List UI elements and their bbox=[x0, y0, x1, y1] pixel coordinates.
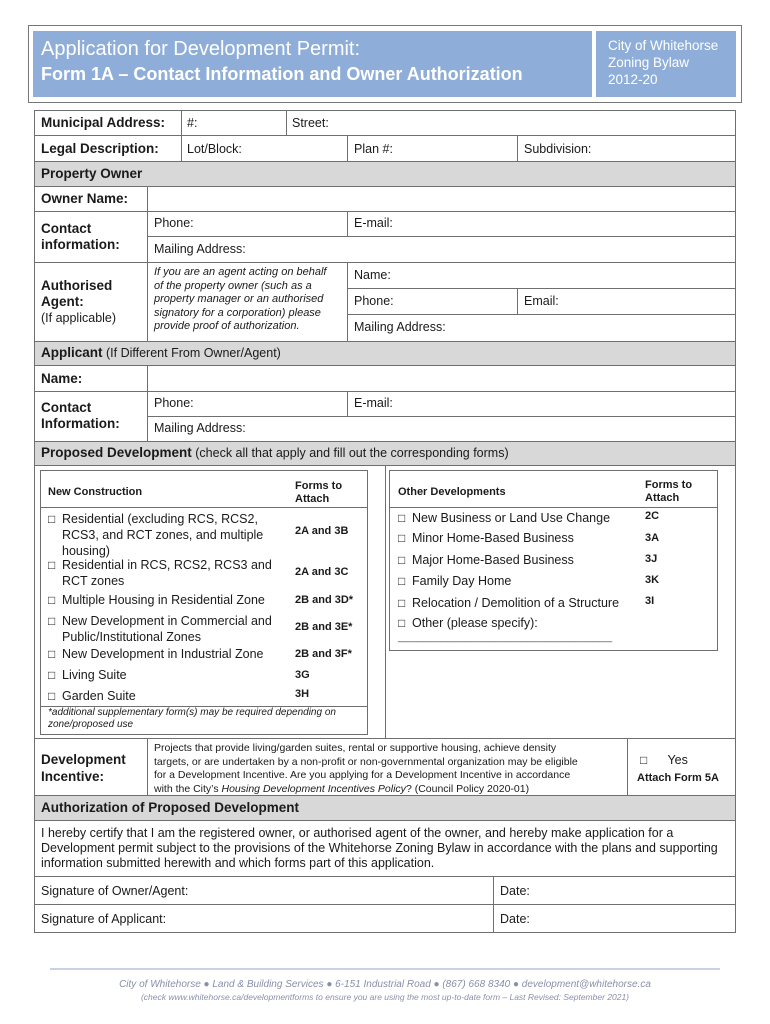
owner-name-field[interactable]: Owner Name: bbox=[41, 191, 129, 206]
rule bbox=[717, 470, 718, 651]
agent-note-line: provide proof of authorization. bbox=[154, 320, 300, 332]
option-label: RCT zones bbox=[62, 574, 125, 588]
agent-note bbox=[154, 266, 326, 334]
rule bbox=[147, 236, 736, 237]
rule bbox=[347, 262, 348, 341]
form-code: 3A bbox=[645, 532, 660, 544]
plan-number-field[interactable]: Plan #: bbox=[354, 142, 393, 156]
lot-block-field[interactable]: Lot/Block: bbox=[187, 142, 242, 156]
option-label: RCS3, and RCT zones, and multiple bbox=[62, 528, 264, 542]
rule bbox=[40, 470, 368, 471]
incentive-label-1: Development bbox=[41, 752, 126, 767]
contact-label-line-2: information: bbox=[41, 237, 120, 252]
rule bbox=[389, 470, 390, 651]
street-field[interactable]: Street: bbox=[292, 116, 329, 130]
form-code: 3G bbox=[295, 669, 310, 681]
applicant-name-field[interactable]: Name: bbox=[41, 371, 83, 386]
applicant-contact-label-2: Information: bbox=[41, 416, 120, 431]
rule bbox=[34, 738, 736, 739]
rule bbox=[517, 288, 518, 314]
applicant-email-field[interactable]: E-mail: bbox=[354, 396, 393, 410]
rule bbox=[385, 465, 386, 738]
checkbox-icon[interactable]: □ bbox=[48, 558, 56, 572]
authorization-line: Development permit subject to the provisions of the Whitehorse Zoning Bylaw in accordance with the plans and supporting bbox=[41, 841, 718, 855]
footnote-line: zone/proposed use bbox=[48, 719, 134, 730]
forms-header-line: Attach bbox=[645, 492, 680, 504]
yes-label: Yes bbox=[667, 753, 688, 767]
option-label: Living Suite bbox=[62, 668, 127, 682]
proposed-development-title: Proposed Development bbox=[41, 445, 192, 460]
contact-label-line-1: Contact bbox=[41, 221, 92, 236]
incentive-line bbox=[154, 783, 578, 797]
forms-header-left bbox=[295, 480, 342, 506]
rule bbox=[34, 135, 736, 136]
footer-divider bbox=[50, 968, 720, 970]
footnote bbox=[48, 707, 336, 731]
form-code: 3K bbox=[645, 574, 660, 586]
owner-mailing-address-field[interactable]: Mailing Address: bbox=[154, 242, 246, 256]
incentive-yes-option[interactable] bbox=[640, 753, 688, 767]
new-construction-header: New Construction bbox=[48, 486, 143, 498]
footer-contact: City of Whitehorse ● Land & Building Services ● 6-151 Industrial Road ● (867) 668 8340 ● development@whitehorse.ca bbox=[119, 979, 651, 990]
rule bbox=[286, 110, 287, 135]
option-label: Family Day Home bbox=[412, 574, 512, 588]
agent-note-line: If you are an agent acting on behalf bbox=[154, 266, 327, 278]
rule bbox=[389, 507, 718, 508]
option-label: Garden Suite bbox=[62, 689, 136, 703]
applicant-date-field[interactable]: Date: bbox=[500, 912, 530, 926]
form-title: Application for Development Permit: bbox=[41, 38, 361, 60]
footer-revision: (check www.whitehorse.ca/developmentforms to ensure you are using the most up-to-date form – Last Revised: September 2021) bbox=[140, 992, 630, 1002]
form-code: 2A and 3C bbox=[295, 566, 349, 578]
option-label: Minor Home-Based Business bbox=[412, 531, 574, 545]
bylaw-line-2: Zoning Bylaw bbox=[608, 55, 690, 70]
table-right-border bbox=[735, 110, 736, 932]
rule bbox=[34, 904, 736, 905]
proposed-development-note: (check all that apply and fill out the corresponding forms) bbox=[195, 446, 509, 460]
form-code: 2B and 3F* bbox=[295, 648, 352, 660]
form-subtitle: Form 1A – Contact Information and Owner Authorization bbox=[41, 64, 523, 84]
option-residential[interactable] bbox=[48, 511, 263, 559]
option-label: Multiple Housing in Residential Zone bbox=[62, 593, 265, 607]
form-code: 3H bbox=[295, 688, 310, 700]
agent-phone-field[interactable]: Phone: bbox=[354, 294, 394, 308]
authorised-agent-label-1: Authorised bbox=[41, 278, 113, 293]
rule bbox=[40, 470, 41, 734]
incentive-line: Projects that provide living/garden suites, rental or supportive housing, achieve density bbox=[154, 742, 557, 754]
option-label: Relocation / Demolition of a Structure bbox=[412, 596, 620, 610]
rule bbox=[34, 341, 736, 342]
incentive-line: for a Development Incentive. Are you applying for a Development Incentive in accordance bbox=[154, 769, 571, 781]
applicant-note: (If Different From Owner/Agent) bbox=[106, 346, 281, 360]
incentive-text-part: ? (Council Policy 2020-01) bbox=[405, 782, 530, 795]
municipal-address-label: Municipal Address: bbox=[41, 115, 166, 130]
agent-name-field[interactable]: Name: bbox=[354, 268, 391, 282]
rule bbox=[347, 314, 736, 315]
other-specify-field[interactable]: ___________________________________ bbox=[398, 631, 613, 643]
form-code: 2C bbox=[645, 510, 660, 522]
option-living-suite[interactable] bbox=[48, 668, 127, 682]
rule bbox=[34, 161, 736, 162]
bylaw-line-1: City of Whitehorse bbox=[608, 38, 719, 53]
rule bbox=[517, 135, 518, 161]
rule bbox=[347, 391, 348, 416]
rule bbox=[34, 110, 736, 111]
form-code: 2B and 3D* bbox=[295, 594, 354, 606]
authorization-line: I hereby certify that I am the registered owner, or authorised agent of the owner, and hereby make application for a bbox=[41, 826, 674, 840]
applicant-contact-label-1: Contact bbox=[41, 400, 92, 415]
form-title-banner bbox=[33, 31, 592, 97]
option-industrial[interactable] bbox=[48, 647, 264, 661]
rule bbox=[40, 734, 368, 735]
option-label: housing) bbox=[62, 544, 110, 558]
rule bbox=[493, 876, 494, 932]
table-left-border bbox=[34, 110, 35, 932]
incentive-text bbox=[154, 742, 578, 796]
incentive-text-part: with the City’s bbox=[154, 782, 222, 795]
option-garden-suite[interactable] bbox=[48, 689, 136, 703]
agent-note-line: of the property owner (such as a bbox=[154, 279, 312, 292]
option-residential-rcs[interactable] bbox=[48, 557, 272, 589]
option-label: New Business or Land Use Change bbox=[412, 511, 611, 525]
form-code: 3J bbox=[645, 553, 658, 565]
option-label: New Development in Industrial Zone bbox=[62, 647, 264, 661]
option-relocation-demolition[interactable] bbox=[398, 596, 619, 610]
option-family-day-home[interactable] bbox=[398, 574, 511, 588]
policy-name: Housing Development Incentives Policy bbox=[221, 782, 406, 795]
form-code: 3I bbox=[645, 595, 655, 607]
footnote-line: *additional supplementary form(s) may be required depending on bbox=[48, 707, 336, 718]
authorization-line: information submitted herewith and which forms part of this application. bbox=[41, 856, 435, 870]
rule bbox=[34, 391, 736, 392]
owner-phone-field[interactable]: Phone: bbox=[154, 216, 194, 230]
checkbox-icon[interactable]: □ bbox=[48, 593, 56, 607]
applicant-phone-field[interactable]: Phone: bbox=[154, 396, 194, 410]
address-number-field[interactable]: #: bbox=[187, 116, 198, 130]
attach-form-5a: Attach Form 5A bbox=[637, 772, 719, 784]
checkbox-icon[interactable]: □ bbox=[398, 616, 406, 630]
option-label: New Development in Commercial and bbox=[62, 614, 272, 628]
option-label: Major Home-Based Business bbox=[412, 553, 574, 567]
rule bbox=[147, 416, 736, 417]
checkbox-icon[interactable]: □ bbox=[398, 596, 406, 610]
checkbox-icon[interactable]: □ bbox=[398, 553, 406, 567]
incentive-line: targets, or are undertaken by a non-profit or non-governmental organization may be eligible bbox=[154, 755, 578, 768]
checkbox-icon[interactable]: □ bbox=[398, 511, 406, 525]
checkbox-icon[interactable]: □ bbox=[48, 614, 56, 628]
authorised-agent-label-3: (If applicable) bbox=[41, 311, 117, 325]
authorization-text bbox=[41, 826, 718, 871]
owner-email-field[interactable]: E-mail: bbox=[354, 216, 393, 230]
owner-date-field[interactable]: Date: bbox=[500, 884, 530, 898]
checkbox-icon[interactable]: □ bbox=[48, 689, 56, 703]
forms-header-line: Forms to bbox=[645, 479, 693, 491]
rule bbox=[34, 262, 736, 263]
rule bbox=[40, 507, 368, 508]
option-commercial[interactable] bbox=[48, 613, 272, 645]
option-label: Residential (excluding RCS, RCS2, bbox=[62, 512, 258, 526]
agent-note-line: property manager or an authorised bbox=[154, 293, 324, 305]
rule bbox=[147, 186, 148, 341]
rule bbox=[34, 820, 736, 821]
agent-note-line: signatory for a corporation) please bbox=[154, 306, 321, 319]
agent-email-field[interactable]: Email: bbox=[524, 294, 559, 308]
rule bbox=[34, 365, 736, 366]
rule bbox=[347, 135, 348, 161]
rule bbox=[181, 110, 182, 161]
bylaw-line-3: 2012-20 bbox=[608, 72, 658, 87]
applicant-mailing-address-field[interactable]: Mailing Address: bbox=[154, 421, 246, 435]
checkbox-icon[interactable]: □ bbox=[48, 668, 56, 682]
rule bbox=[34, 186, 736, 187]
option-other[interactable] bbox=[398, 616, 538, 630]
owner-signature-field[interactable]: Signature of Owner/Agent: bbox=[41, 884, 189, 898]
form-code: 2B and 3E* bbox=[295, 621, 353, 633]
form-code: 2A and 3B bbox=[295, 525, 349, 537]
incentive-label-2: Incentive: bbox=[41, 769, 105, 784]
option-minor-home-business[interactable] bbox=[398, 531, 574, 545]
rule bbox=[147, 365, 148, 441]
checkbox-icon[interactable]: □ bbox=[640, 753, 648, 767]
option-label: Public/Institutional Zones bbox=[62, 630, 201, 644]
subdivision-field[interactable]: Subdivision: bbox=[524, 142, 592, 156]
rule bbox=[34, 876, 736, 877]
bylaw-banner bbox=[596, 31, 736, 97]
rule bbox=[147, 738, 148, 795]
rule bbox=[367, 470, 368, 734]
rule bbox=[627, 738, 628, 795]
rule bbox=[34, 932, 736, 933]
applicant-heading bbox=[41, 345, 281, 360]
rule bbox=[34, 211, 736, 212]
authorization-heading: Authorization of Proposed Development bbox=[41, 800, 300, 815]
rule bbox=[34, 441, 736, 442]
legal-description-label: Legal Description: bbox=[41, 141, 159, 156]
option-multiple-housing[interactable] bbox=[48, 593, 265, 607]
checkbox-icon[interactable]: □ bbox=[48, 512, 56, 526]
property-owner-heading: Property Owner bbox=[41, 166, 143, 181]
checkbox-icon[interactable]: □ bbox=[48, 647, 56, 661]
rule bbox=[389, 650, 718, 651]
applicant-signature-field[interactable]: Signature of Applicant: bbox=[41, 912, 167, 926]
checkbox-icon[interactable]: □ bbox=[398, 574, 406, 588]
checkbox-icon[interactable]: □ bbox=[398, 531, 406, 545]
option-label: Residential in RCS, RCS2, RCS3 and bbox=[62, 558, 272, 572]
rule bbox=[389, 470, 718, 471]
forms-header-line: Forms to bbox=[295, 480, 343, 492]
rule bbox=[347, 211, 348, 236]
agent-mailing-address-field[interactable]: Mailing Address: bbox=[354, 320, 446, 334]
proposed-development-heading bbox=[41, 445, 509, 460]
other-developments-header: Other Developments bbox=[398, 486, 506, 498]
forms-header-line: Attach bbox=[295, 493, 330, 505]
option-label: Other (please specify): bbox=[412, 616, 538, 630]
rule bbox=[347, 288, 736, 289]
authorised-agent-label-2: Agent: bbox=[41, 294, 84, 309]
option-new-business[interactable] bbox=[398, 511, 610, 525]
forms-header-right bbox=[645, 479, 692, 505]
option-major-home-business[interactable] bbox=[398, 553, 574, 567]
applicant-title: Applicant bbox=[41, 345, 103, 360]
